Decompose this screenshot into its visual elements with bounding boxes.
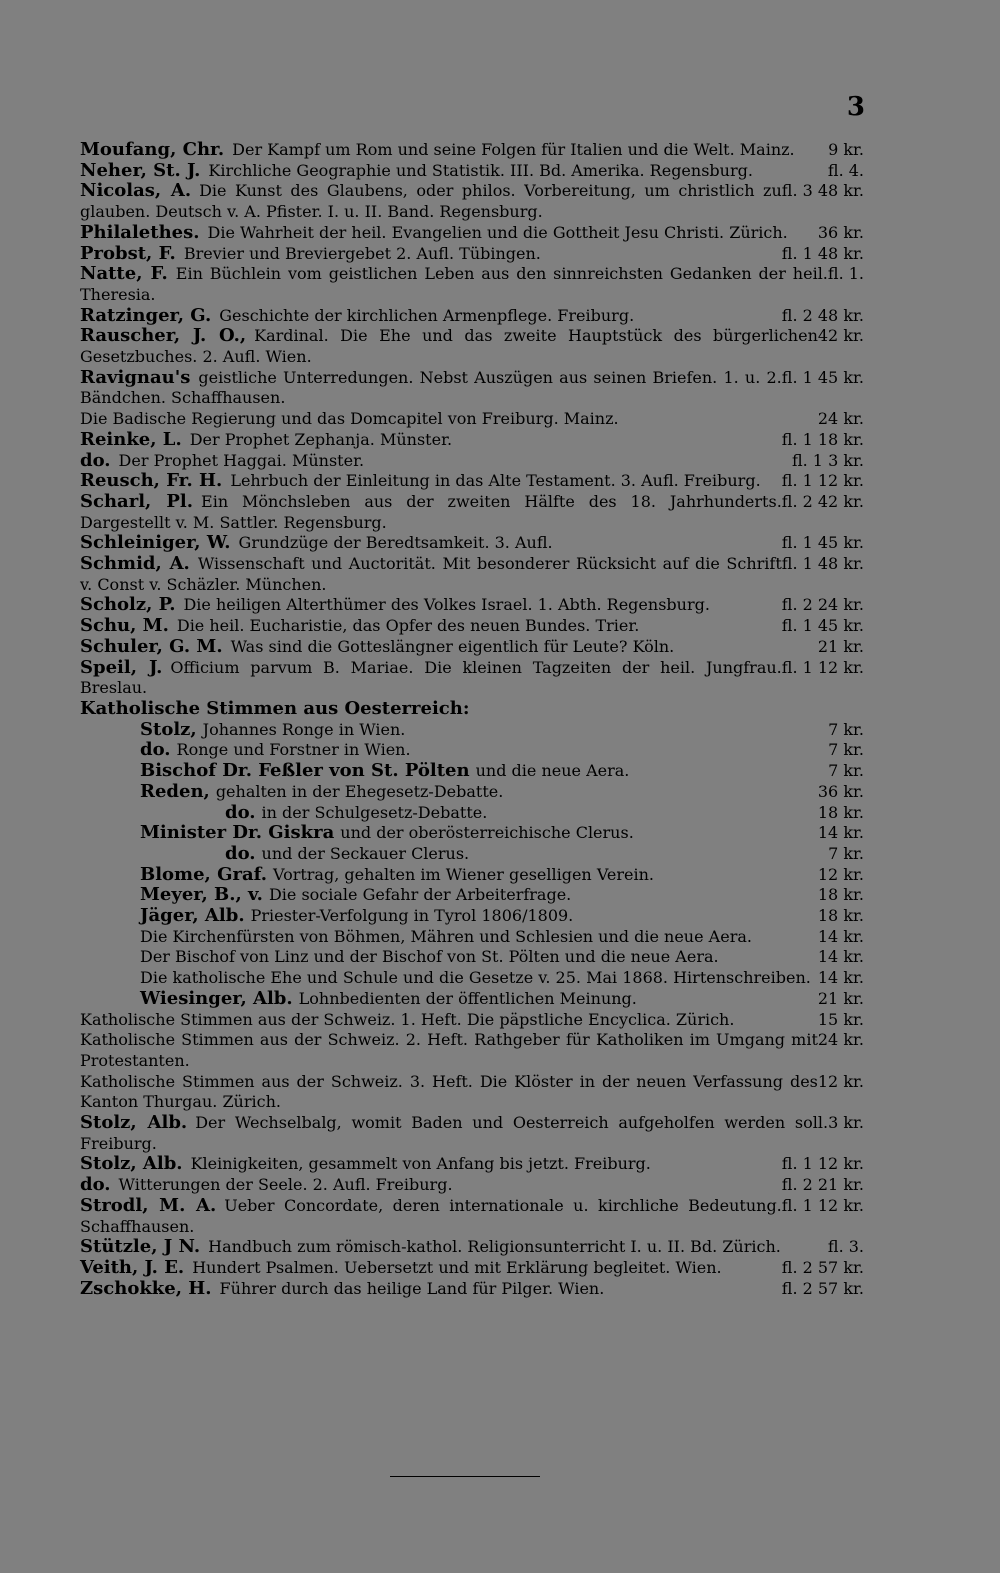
entry-author: do.	[225, 801, 256, 823]
entry-author: Philalethes.	[80, 221, 200, 243]
catalog-entry	[80, 595, 864, 616]
catalog-entry	[80, 803, 864, 824]
catalog-entry	[80, 264, 864, 305]
entry-price: 15 kr.	[817, 1009, 864, 1029]
entry-title: und der Seckauer Clerus.	[261, 843, 470, 863]
catalog-entry	[80, 1258, 864, 1279]
entry-title: Ein Büchlein vom geistlichen Leben aus den sinnreichsten Gedanken der heil. Theresia.	[80, 264, 828, 304]
entry-author: Reusch, Fr. H.	[80, 470, 223, 492]
entry-price: 36 kr.	[817, 781, 864, 801]
catalog-entry	[80, 1113, 864, 1154]
catalog-entry	[80, 968, 864, 989]
entry-author: Speil, J.	[80, 656, 163, 678]
catalog-entry	[80, 1030, 864, 1071]
entry-author: do.	[225, 842, 256, 864]
catalog-entry	[80, 761, 864, 782]
entry-title: Lohnbedienten der öffentlichen Meinung.	[298, 988, 637, 1008]
entry-price: fl. 1 12 kr.	[781, 1195, 864, 1215]
entry-price: fl. 2 57 kr.	[781, 1257, 864, 1277]
catalog-entry	[80, 326, 864, 367]
entry-price: 7 kr.	[828, 719, 864, 739]
catalog-entry	[80, 1072, 864, 1113]
entry-author: Natte, F.	[80, 263, 168, 285]
entry-author: Scharl, Pl.	[80, 490, 194, 512]
entry-title: Katholische Stimmen aus der Schweiz. 3. Heft. Die Klöster in der neuen Verfassung des Kanton Thurgau. Zürich.	[80, 1071, 818, 1112]
entry-title: Die katholische Ehe und Schule und die Gesetze v. 25. Mai 1868. Hirtenschreiben.	[140, 968, 811, 988]
catalog-entry	[80, 554, 864, 595]
entry-price: fl. 3.	[827, 1237, 864, 1257]
entry-author: Moufang, Chr.	[80, 139, 225, 160]
entry-author: Minister Dr. Giskra	[140, 822, 335, 844]
entries-block	[80, 140, 864, 699]
section-items-block	[80, 720, 864, 1010]
entry-price: 7 kr.	[828, 843, 864, 863]
catalog-entry	[80, 823, 864, 844]
entry-author: Stolz,	[140, 718, 197, 740]
entry-price: fl. 2 24 kr.	[781, 595, 864, 615]
entry-author: Meyer, B., v.	[140, 884, 263, 906]
entry-price: fl. 1 12 kr.	[781, 471, 864, 491]
entry-title: Priester-Verfolgung in Tyrol 1806/1809.	[250, 906, 574, 926]
entry-author: Stolz, Alb.	[80, 1112, 188, 1134]
entry-title: Der Wechselbalg, womit Baden und Oesterreich aufgeholfen werden soll. Freiburg.	[80, 1113, 829, 1153]
entry-title: Vortrag, gehalten im Wiener geselligen Verein.	[272, 864, 654, 884]
page-number: 3	[846, 92, 865, 122]
entry-price: fl. 1 48 kr.	[781, 243, 864, 263]
catalog-listing	[80, 140, 864, 1299]
entry-price: 9 kr.	[828, 140, 864, 159]
entry-author: Schuler, G. M.	[80, 635, 223, 657]
catalog-entry	[80, 409, 864, 430]
entry-price: fl. 2 48 kr.	[781, 305, 864, 325]
catalog-entry	[80, 451, 864, 472]
entry-author: Schu, M.	[80, 615, 169, 637]
entry-author: Blome, Graf.	[140, 863, 267, 885]
entry-author: Bischof Dr. Feßler von St. Pölten	[140, 760, 470, 782]
entry-price: 24 kr.	[817, 409, 864, 429]
entry-author: Strodl, M. A.	[80, 1194, 217, 1216]
entry-price: fl. 1 45 kr.	[781, 616, 864, 636]
catalog-entry	[80, 658, 864, 699]
entry-price: 21 kr.	[817, 636, 864, 656]
entry-title: Die sociale Gefahr der Arbeiterfrage.	[268, 885, 572, 905]
entry-title: Ueber Concordate, deren internationale u. kirchliche Bedeutung. Schaffhausen.	[80, 1195, 782, 1236]
catalog-entry	[80, 430, 864, 451]
catalog-entry	[80, 471, 864, 492]
entry-price: 14 kr.	[817, 823, 864, 843]
catalog-entry	[80, 533, 864, 554]
entry-author: Ravignau's	[80, 366, 191, 388]
entry-price: 18 kr.	[817, 885, 864, 905]
catalog-entry	[80, 865, 864, 886]
catalog-entry	[80, 492, 864, 533]
entry-price: fl. 1 12 kr.	[781, 657, 864, 677]
entry-title: Was sind die Gotteslängner eigentlich für Leute? Köln.	[230, 636, 675, 656]
entry-title: Katholische Stimmen aus der Schweiz. 1. Heft. Die päpstliche Encyclica. Zürich.	[80, 1009, 735, 1029]
entry-title: Kleinigkeiten, gesammelt von Anfang bis jetzt. Freiburg.	[190, 1154, 651, 1174]
entry-title: Der Bischof von Linz und der Bischof von St. Pölten und die neue Aera.	[140, 947, 719, 967]
entry-price: 42 kr.	[817, 326, 864, 346]
catalog-entry	[80, 906, 864, 927]
catalog-entry	[80, 927, 864, 948]
catalog-entry	[80, 1279, 864, 1300]
entry-price: 7 kr.	[828, 740, 864, 760]
entry-price: fl. 3 48 kr.	[781, 181, 864, 201]
entry-price: fl. 1 3 kr.	[791, 450, 864, 470]
entry-author: Schmid, A.	[80, 553, 190, 575]
entry-price: 3 kr.	[828, 1113, 864, 1133]
entry-author: Jäger, Alb.	[140, 905, 245, 927]
entry-price: 12 kr.	[817, 864, 864, 884]
entry-author: Reinke, L.	[80, 428, 182, 450]
entry-title: und der oberösterreichische Clerus.	[340, 823, 634, 843]
catalog-entry	[80, 740, 864, 761]
entry-price: 18 kr.	[817, 906, 864, 926]
catalog-entry	[80, 885, 864, 906]
entry-title: Grundzüge der Beredtsamkeit. 3. Aufl.	[238, 533, 553, 553]
entry-title: Der Prophet Zephanja. Münster.	[189, 429, 453, 449]
entry-price: fl. 1 12 kr.	[781, 1154, 864, 1174]
entry-price: 36 kr.	[817, 222, 864, 242]
entry-author: Veith, J. E.	[80, 1256, 185, 1278]
entry-title: Witterungen der Seele. 2. Aufl. Freiburg.	[118, 1175, 453, 1195]
catalog-entry	[80, 223, 864, 244]
catalog-entry	[80, 989, 864, 1010]
entry-author: Wiesinger, Alb.	[140, 987, 293, 1009]
entry-price: fl. 1.	[827, 264, 864, 284]
entry-author: Schleiniger, W.	[80, 532, 231, 554]
entry-price: 7 kr.	[828, 761, 864, 781]
entry-title: Die Kirchenfürsten von Böhmen, Mähren und Schlesien und die neue Aera.	[140, 926, 752, 946]
catalog-entry	[80, 1196, 864, 1237]
entry-title: Lehrbuch der Einleitung in das Alte Testament. 3. Aufl. Freiburg.	[230, 471, 761, 491]
entry-title: und die neue Aera.	[475, 761, 630, 781]
entry-author: Neher, St. J.	[80, 159, 201, 181]
entry-price: 14 kr.	[817, 926, 864, 946]
catalog-entry	[80, 306, 864, 327]
entry-price: fl. 1 45 kr.	[781, 533, 864, 553]
entry-title: Ein Mönchsleben aus der zweiten Hälfte des 18. Jahrhunderts. Dargestellt v. M. Sattler. Regensburg.	[80, 491, 782, 532]
entry-author: do.	[140, 739, 171, 761]
catalog-entry	[80, 637, 864, 658]
entry-title: Der Prophet Haggai. Münster.	[118, 450, 365, 470]
entry-price: fl. 2 21 kr.	[781, 1175, 864, 1195]
entry-price: 24 kr.	[817, 1030, 864, 1050]
catalog-entry	[80, 720, 864, 741]
entry-price: 21 kr.	[817, 988, 864, 1008]
catalog-entry	[80, 1010, 864, 1031]
entry-title: Die Badische Regierung und das Domcapitel von Freiburg. Mainz.	[80, 409, 619, 429]
catalog-entry	[80, 1175, 864, 1196]
entry-title: Die heil. Eucharistie, das Opfer des neuen Bundes. Trier.	[176, 616, 640, 636]
entry-title: Kardinal. Die Ehe und das zweite Hauptstück des bürgerlichen Gesetzbuches. 2. Aufl. Wien.	[80, 326, 818, 367]
entry-author: Rauscher, J. O.,	[80, 325, 247, 347]
entry-title: Brevier und Breviergebet 2. Aufl. Tübingen.	[183, 243, 541, 263]
entry-price: 14 kr.	[817, 968, 864, 988]
entry-author: Probst, F.	[80, 242, 176, 264]
entry-title: Die heiligen Alterthümer des Volkes Israel. 1. Abth. Regensburg.	[183, 595, 710, 615]
entry-title: Johannes Ronge in Wien.	[202, 719, 406, 739]
entry-title: Geschichte der kirchlichen Armenpflege. Freiburg.	[219, 305, 635, 325]
entry-title: Die Wahrheit der heil. Evangelien und die Gottheit Jesu Christi. Zürich.	[207, 222, 788, 242]
catalog-entry	[80, 844, 864, 865]
entry-price: fl. 4.	[827, 160, 864, 180]
entry-price: 12 kr.	[817, 1071, 864, 1091]
catalog-entry	[80, 368, 864, 409]
entry-author: do.	[80, 1174, 111, 1196]
entry-price: fl. 2 42 kr.	[781, 491, 864, 511]
section-heading: Katholische Stimmen aus Oesterreich:	[80, 697, 470, 719]
catalog-entry	[80, 181, 864, 222]
entry-title: Die Kunst des Glaubens, oder philos. Vorbereitung, um christlich zu glauben. Deutsch v. A. Pfister. I. u. II. Band. Regensburg.	[80, 181, 782, 222]
entry-title: geistliche Unterredungen. Nebst Auszügen aus seinen Briefen. 1. u. 2. Bändchen. Schaffhausen.	[80, 367, 782, 408]
entry-author: Zschokke, H.	[80, 1277, 212, 1299]
entry-author: Ratzinger, G.	[80, 304, 212, 326]
entry-price: fl. 1 18 kr.	[781, 429, 864, 449]
catalog-entry	[80, 161, 864, 182]
entry-price: 18 kr.	[817, 802, 864, 822]
entry-author: Stolz, Alb.	[80, 1153, 183, 1175]
entry-title: Kirchliche Geographie und Statistik. III. Bd. Amerika. Regensburg.	[208, 160, 753, 180]
entry-title: Katholische Stimmen aus der Schweiz. 2. Heft. Rathgeber für Katholiken im Umgang mit Protestanten.	[80, 1030, 818, 1070]
entry-title: Officium parvum B. Mariae. Die kleinen Tagzeiten der heil. Jungfrau. Breslau.	[80, 657, 782, 698]
entry-author: Reden,	[140, 780, 210, 802]
entry-title: Wissenschaft und Auctorität. Mit besonderer Rücksicht auf die Schrift v. Const v. Schäzler. München.	[80, 554, 782, 594]
catalog-entry	[80, 1154, 864, 1175]
entry-title: Handbuch zum römisch-kathol. Religionsunterricht I. u. II. Bd. Zürich.	[208, 1237, 781, 1257]
catalog-entry	[80, 782, 864, 803]
entry-title: Hundert Psalmen. Uebersetzt und mit Erklärung begleitet. Wien.	[192, 1257, 722, 1277]
entry-author: Nicolas, A.	[80, 180, 192, 202]
entry-price: fl. 1 45 kr.	[781, 367, 864, 387]
entry-author: do.	[80, 449, 111, 471]
catalog-entry	[80, 140, 864, 161]
entry-author: Scholz, P.	[80, 594, 176, 616]
catalog-entry	[80, 947, 864, 968]
entry-title: in der Schulgesetz-Debatte.	[261, 802, 488, 822]
entry-price: 14 kr.	[817, 947, 864, 967]
catalog-entry	[80, 244, 864, 265]
entries-after-block	[80, 1010, 864, 1300]
entry-title: gehalten in der Ehegesetz-Debatte.	[215, 781, 504, 801]
catalog-entry	[80, 616, 864, 637]
entry-author: Stützle, J N.	[80, 1236, 201, 1258]
entry-title: Der Kampf um Rom und seine Folgen für Italien und die Welt. Mainz.	[232, 140, 795, 159]
entry-title: Ronge und Forstner in Wien.	[176, 740, 411, 760]
entry-price: fl. 1 48 kr.	[781, 554, 864, 574]
catalog-entry	[80, 1237, 864, 1258]
entry-price: fl. 2 57 kr.	[781, 1278, 864, 1298]
entry-title: Führer durch das heilige Land für Pilger. Wien.	[219, 1278, 605, 1298]
closing-rule	[390, 1476, 540, 1477]
